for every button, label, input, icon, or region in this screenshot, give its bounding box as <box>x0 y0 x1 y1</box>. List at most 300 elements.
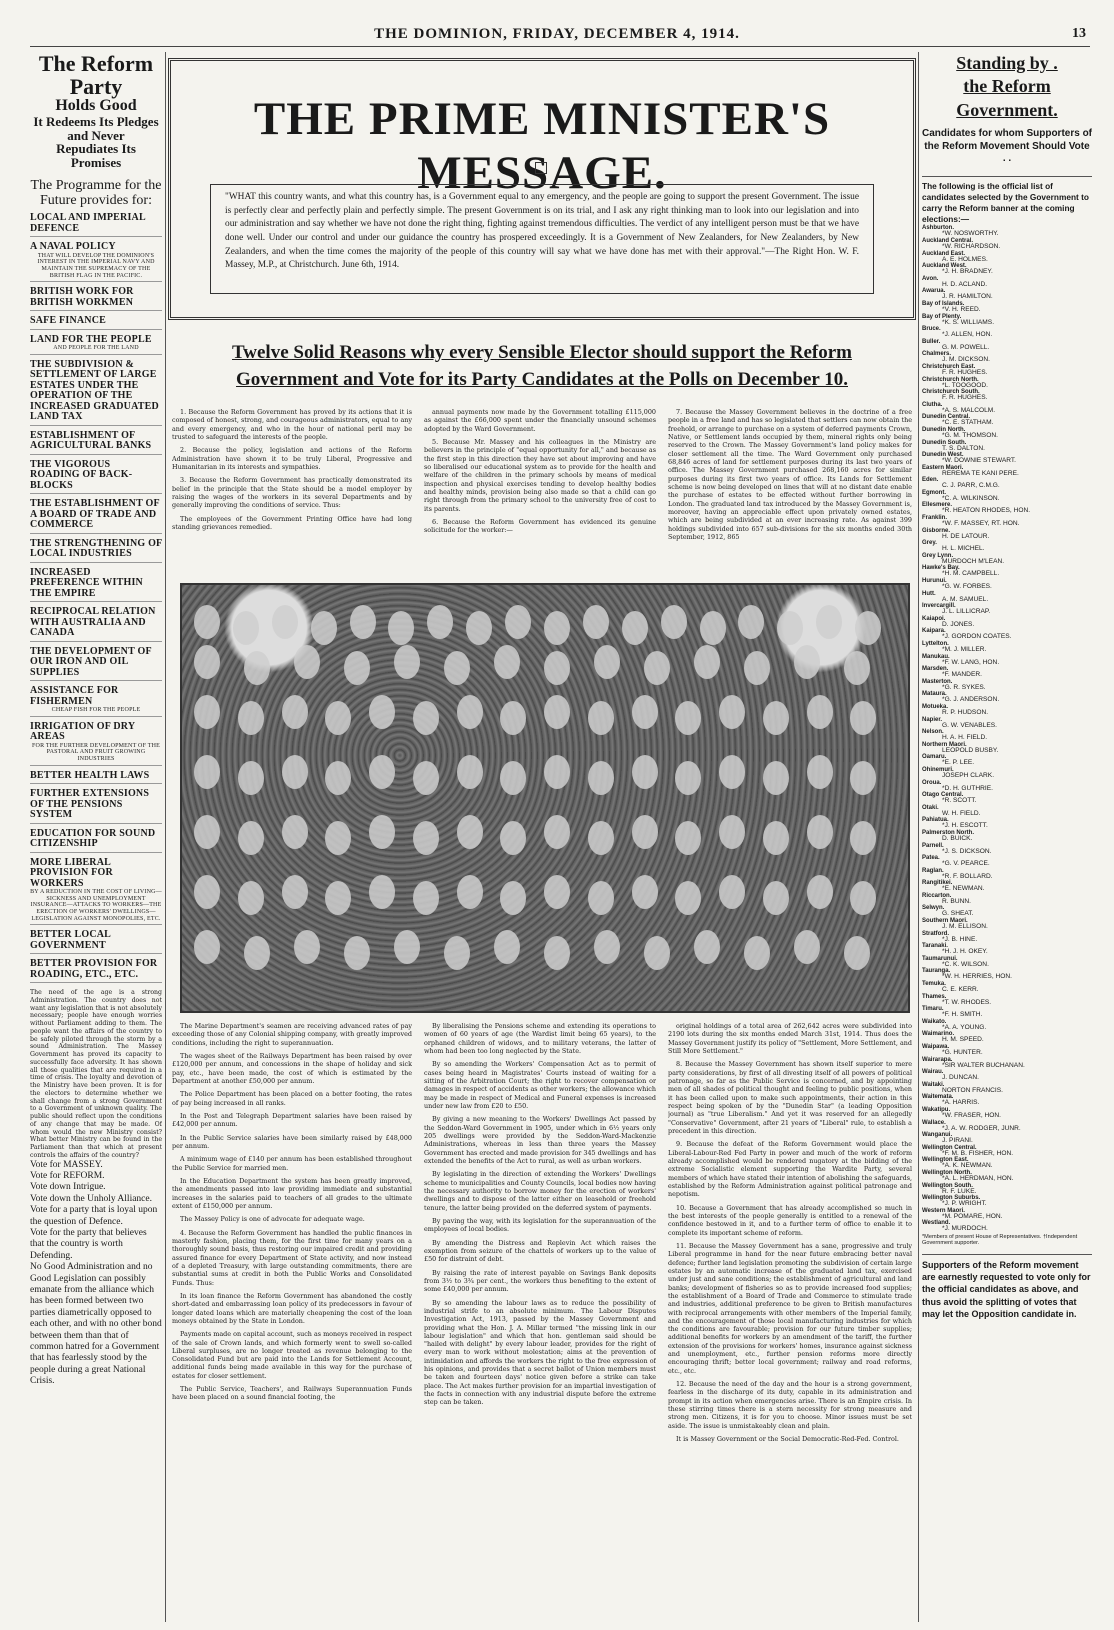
portrait-face <box>194 645 220 679</box>
portrait-face <box>763 761 789 795</box>
article-paragraph: The Massey Policy is one of advocate for adequate wage. <box>180 1215 365 1224</box>
candidate-entry <box>922 1069 1092 1082</box>
electorate-name: Southern Maori. <box>922 918 968 925</box>
upper-column-2 <box>424 408 656 578</box>
portrait-face <box>238 881 264 915</box>
electorate-name: Buller. <box>922 338 941 345</box>
candidate-entry <box>922 427 1092 440</box>
candidates-subheading: Candidates for whom Supporters of the Reform Movement Should Vote . . <box>922 128 1092 165</box>
candidate-entry <box>922 276 1092 289</box>
article-paragraph: By so amending the labour laws as to reduce the possibility of industrial strife to an absolute minimum. The Labour Disputes Investigation Act, 1913, passed by the Massey Government and providing what the Hon. J. A. Millar termed "the missing link in our labour legislation" and which that hon. gentleman said should be "hailed with delight" by every labour leader, provides for the right of every man to work without molestation; aims at the prevention of intimidation and affords the workers the right to the free expression of his opinions, and provides that a secret ballot of Union members must be taken and fourteen days' notice given before a strike can take place. The Act makes further provision for an impartial investigation of the facts in connection with any industrial dispute before the extreme step can be taken. <box>424 1298 656 1407</box>
candidate-entry <box>922 1220 1092 1233</box>
left-subline: Repudiates Its Promises <box>56 141 136 170</box>
programme-item-detail: CHEAP FISH FOR THE PEOPLE <box>51 707 141 714</box>
portrait-face <box>675 701 701 735</box>
electorate-name: Dunedin Central. <box>922 414 971 421</box>
candidate-entry <box>922 843 1092 856</box>
electorate-name: Wellington East. <box>922 1157 969 1164</box>
portrait-face <box>325 821 351 855</box>
candidate-name: *L. TOOGOOD. <box>942 381 988 389</box>
candidate-entry <box>922 364 1092 377</box>
programme-item-title: ASSISTANCE FOR FISHERMEN <box>30 685 119 707</box>
electorate-name: Wellington Suburbs. <box>922 1195 981 1202</box>
candidate-name: *E. P. LEE. <box>942 759 975 767</box>
portrait-face <box>661 605 687 639</box>
article-paragraph: 7. Because the Massey Government believes in the doctrine of a free people in a free land and has so legislated that settlers can now obtain the freehold, or arrange to purchase on a system of deferred payments Crown, Native, or Settlement lands occupied by them, mineral rights only being reserved to the Crown. The Massey Government's land policy makes for closer settlement all the time. The Ward Government only purchased 68,846 acres of land for settlement purposes during its last two years of office. The Massey Government purchased 268,160 acres for similar purposes during its first two years of office. Its Lands for Settlement scheme is now being developed on lines that will at no distant date enable the purchase of estates to be effected without further borrowing in London. The graduated land tax introduced by the Massey Government is, moreover, having an appreciable effect upon privately owned estates, which are being subdivided at an ever increasing rate. As against 399 holdings subdivided into 657 sub-divisions for the six months ended 30th September, 1912, 865 <box>668 408 912 541</box>
candidate-name: G. W. VENABLES. <box>942 721 997 729</box>
programme-item-title: BRITISH WORK FOR BRITISH WORKMEN <box>30 286 134 308</box>
portrait-face <box>850 701 876 735</box>
article-paragraph: 10. Because a Government that has already accomplished so much in the best interests of the people generally is entitled to a renewal of the confidence bestowed in it, and to a further term of office to enable it to complete its important scheme of reform. <box>668 1203 912 1237</box>
electorate-name: Hurunui. <box>922 578 947 585</box>
portrait-face <box>588 701 614 735</box>
portrait-face <box>505 605 531 639</box>
candidate-name: *F. W. LANG, HON. <box>942 658 1000 666</box>
portrait-face <box>500 761 526 795</box>
vote-line: Vote for a party that is loyal upon the question of Defence. <box>30 1205 158 1227</box>
portrait-face <box>719 695 745 729</box>
portrait-face <box>763 881 789 915</box>
electorate-name: Auckland Central. <box>922 238 974 245</box>
electorate-name: Wairarapa. <box>922 1056 953 1063</box>
candidate-name: H. L. MICHEL. <box>942 545 985 553</box>
portrait-face <box>744 651 770 685</box>
programme-item-title: EDUCATION FOR SOUND CITIZENSHIP <box>30 827 156 850</box>
candidate-entry <box>922 679 1092 692</box>
programme-item-title: INCREASED PREFERENCE WITHIN THE EMPIRE <box>30 566 143 599</box>
article-paragraph: The Police Department has been placed on a better footing, the rates of pay being increased in all ranks. <box>172 1090 412 1107</box>
portrait-face <box>719 875 745 909</box>
page-title: THE PRIME MINISTER'S MESSAGE. <box>253 93 831 199</box>
portrait-face <box>457 755 483 789</box>
electorate-name: Gisborne. <box>922 527 951 534</box>
portrait-face <box>622 611 648 645</box>
right-headline-line: Standing by . <box>956 53 1058 73</box>
candidate-name: F. R. HUGHES. <box>942 368 988 376</box>
programme-item <box>30 829 162 853</box>
candidate-entry <box>922 1044 1092 1057</box>
electorate-name: Oamaru. <box>922 754 947 761</box>
electorate-name: Parnell. <box>922 842 944 849</box>
article-paragraph: A minimum wage of £140 per annum has been established throughout the Public Service for married men. <box>172 1155 412 1172</box>
candidate-name: *C. E. STATHAM. <box>942 419 994 427</box>
electorate-name: Waitaki. <box>922 1081 945 1088</box>
portrait-face <box>369 755 395 789</box>
candidate-entry <box>922 616 1092 629</box>
portrait-face <box>807 875 833 909</box>
electorate-name: Stratford. <box>922 930 949 937</box>
electorate-name: Eastern Maori. <box>922 464 964 471</box>
programme-item-title: A NAVAL POLICY <box>30 241 116 253</box>
candidate-name: *R. F. BOLLARD. <box>942 872 993 880</box>
candidate-entry <box>922 918 1092 931</box>
column-rule <box>165 52 166 1622</box>
portrait-face <box>855 611 881 645</box>
programme-item <box>30 499 162 534</box>
portrait-face <box>413 761 439 795</box>
candidate-name: J. M. ELLISON. <box>942 923 988 931</box>
candidate-entry <box>922 1170 1092 1183</box>
candidate-name: *D. H. GUTHRIE. <box>942 784 993 792</box>
programme-item-title: RECIPROCAL RELATION WITH AUSTRALIA AND CANADA <box>30 606 156 639</box>
vote-line: Vote down Intrigue. <box>30 1182 106 1193</box>
group-portrait-photo <box>180 583 910 1013</box>
portrait-face <box>194 875 220 909</box>
candidate-name: *W. DOWNIE STEWART. <box>942 457 1016 465</box>
electorate-name: Rangitikei. <box>922 880 953 887</box>
candidate-name: *W. FRASER, HON. <box>942 1111 1001 1119</box>
electorate-name: Waipawa. <box>922 1044 950 1051</box>
portrait-face <box>233 611 259 645</box>
page-number: 13 <box>1072 26 1086 41</box>
candidate-entry <box>922 326 1092 339</box>
candidate-entry <box>922 1132 1092 1145</box>
candidate-entry <box>922 351 1092 364</box>
candidate-name: *E. NEWMAN. <box>942 885 985 893</box>
programme-item <box>30 431 162 455</box>
electorate-name: Christchurch East. <box>922 363 976 370</box>
article-paragraph: 5. Because Mr. Massey and his colleagues in the Ministry are believers in the principle of "equal opportunity for all," and because as the first step in this direction they have set about improving and have so liberalised our educational system as to provide for the health and welfare of the children in the primary schools by means of medical inspection and physical exercises tending to develop healthy bodies and healthy minds, provision being also made so that a child can go right through from the primary school to the university free of cost to its parents. <box>424 437 656 513</box>
vote-line: Vote down the Unholy Alliance. <box>30 1193 152 1204</box>
candidate-entry <box>922 1031 1092 1044</box>
portrait-face <box>294 930 320 964</box>
candidate-entry <box>922 452 1092 465</box>
portrait-face <box>466 611 492 645</box>
portrait-face <box>719 815 745 849</box>
candidate-name: *F. H. SMITH. <box>942 1011 983 1019</box>
programme-item <box>30 722 162 766</box>
programme-item <box>30 568 162 603</box>
article-paragraph: original holdings of a total area of 262,642 acres were subdivided into 2190 lots during the six months ended March 31st, 1914. Thus does the Massey Government justify its policy of "Settlement, More Settlement, and Still More Settlement." <box>668 1022 912 1055</box>
electorate-name: Nelson. <box>922 729 944 736</box>
candidate-name: *J. GORDON COATES. <box>942 633 1012 641</box>
candidate-name: *A. HARRIS. <box>942 1099 980 1107</box>
portrait-face <box>238 761 264 795</box>
electorate-name: Clutha. <box>922 401 943 408</box>
electorate-name: Eden. <box>922 477 939 484</box>
electorate-name: Temuka. <box>922 981 946 988</box>
portrait-face <box>544 611 570 645</box>
candidate-entry <box>922 943 1092 956</box>
programme-item <box>30 213 162 237</box>
programme-item-title: THE VIGOROUS ROADING OF BACK-BLOCKS <box>30 458 133 491</box>
electorate-name: Lyttelton. <box>922 641 949 648</box>
portrait-face <box>282 755 308 789</box>
electorate-name: Kaipara. <box>922 628 946 635</box>
article-paragraph: Payments made on capital account, such as moneys received in respect of the sale of Crown lands, and which formerly went to swell so-called Liberal surpluses, are no longer treated as revenue belonging to the Consolidated Fund but are paid into the Lands for Settlement Account, additional funds being made available in this way for the purchase of estates for closer settlement. <box>172 1330 412 1380</box>
portrait-face <box>850 881 876 915</box>
candidate-name: *M. POMARE, HON. <box>942 1212 1003 1220</box>
candidate-name: H. A. H. FIELD. <box>942 734 988 742</box>
candidate-name: *W. RICHARDSON. <box>942 243 1001 251</box>
candidate-entry <box>922 654 1092 667</box>
candidate-entry <box>922 377 1092 390</box>
portrait-face <box>632 755 658 789</box>
article-paragraph: 1. Because the Reform Government has proved by its actions that it is composed of honest, strong, and courageous administrators, equal to any and every emergency, and who in the hour of national peril may be trusted to safeguard the interests of the people. <box>172 408 412 441</box>
article-paragraph: 12. Because the need of the day and the hour is a strong government, fearless in the discharge of its duty, capable in its administration and prompt in its action when emergencies arise. There is an Empire crisis. In these stirring times there is a stern necessity for strong measure and strong men. Citizens, it is for you to choose. Minor issues must be set aside. The issue is unmistakeably clean and plain. <box>668 1380 912 1430</box>
portrait-face <box>294 645 320 679</box>
programme-item <box>30 335 162 355</box>
portrait-face <box>194 815 220 849</box>
electorate-name: Dunedin North. <box>922 426 966 433</box>
portrait-face <box>777 611 803 645</box>
portrait-face <box>369 815 395 849</box>
masthead-rule <box>30 46 1090 47</box>
candidate-entry <box>922 288 1092 301</box>
electorate-name: Bruce. <box>922 326 941 333</box>
candidate-name: J. R. HAMILTON. <box>942 293 993 301</box>
article-paragraph: In its loan finance the Reform Government has abandoned the costly short-dated and embarrassing loan policy of its predecessors in favour of longer dated loans which are materially cheapening the cost of the loan moneys obtained by the State in London. <box>172 1291 412 1325</box>
candidate-entry <box>922 792 1092 805</box>
lower-column-2 <box>424 1022 656 1620</box>
candidate-entry <box>922 465 1092 478</box>
electorate-name: Ashburton. <box>922 225 954 232</box>
portrait-face <box>344 651 370 685</box>
candidate-entry <box>922 578 1092 591</box>
left-column <box>30 52 162 1622</box>
portrait-face <box>694 930 720 964</box>
electorate-name: Wellington Central. <box>922 1144 977 1151</box>
candidate-name: *K. S. WILLIAMS. <box>942 318 995 326</box>
programme-item <box>30 858 162 925</box>
candidate-name: *G. R. SYKES. <box>942 683 986 691</box>
portrait-face <box>588 761 614 795</box>
portrait-face <box>632 695 658 729</box>
article-paragraph: In the Post and Telegraph Department salaries have been raised by £42,000 per annum. <box>172 1111 412 1129</box>
candidate-name: *G. V. PEARCE. <box>942 860 990 868</box>
portrait-face <box>544 695 570 729</box>
candidate-entry <box>922 717 1092 730</box>
column-rule <box>918 52 919 1622</box>
left-subline: It Redeems Its Pledges <box>33 113 159 129</box>
portrait-face <box>413 701 439 735</box>
portrait-face <box>588 821 614 855</box>
portrait-face <box>388 611 414 645</box>
electorate-name: Bay of Plenty. <box>922 313 962 320</box>
electorate-name: Motueka. <box>922 703 949 710</box>
portrait-face <box>807 815 833 849</box>
candidate-entry <box>922 603 1092 616</box>
portrait-face <box>457 875 483 909</box>
portrait-face <box>675 761 701 795</box>
portrait-face <box>282 815 308 849</box>
candidate-entry <box>922 565 1092 578</box>
candidate-name: *SIR WALTER BUCHANAN. <box>942 1061 1025 1069</box>
portrait-face <box>238 701 264 735</box>
electorate-name: Grey. <box>922 540 937 547</box>
portrait-face <box>850 821 876 855</box>
candidate-entry <box>922 855 1092 868</box>
candidate-entry <box>922 691 1092 704</box>
lower-column-1 <box>172 1022 412 1620</box>
candidate-name: H. DE LATOUR. <box>942 532 990 540</box>
electorate-name: Taumarunui. <box>922 955 958 962</box>
portrait-face <box>500 881 526 915</box>
candidate-entry <box>922 540 1092 553</box>
portrait-face <box>244 651 270 685</box>
prime-minister-quote: "WHAT this country wants, and what this country has, is a Government equal to any emergency, and the people are going to support the present Government. The issue is perfectly clear and perfectly plain and perfectly simple. The present Government is on its trial, and I ask any right thinking man to look into our legislation and into our administration and say whether we have not done the right thing, fighting against tremendous difficulties. The verdict of any intelligent person must be that we have done well. Under our control and under our guidance the country has prospered exceedingly. It is a Government of New Zealanders, for New Zealanders, by New Zealanders, and when the time comes the majority of the people of this country will say what we have done has met with their approval."—The Right Hon. W. F. Massey, M.P., at Christchurch. June 6th, 1914. <box>210 184 874 294</box>
electorate-name: Northern Maori. <box>922 741 967 748</box>
electorate-name: Dunedin West. <box>922 452 964 459</box>
candidate-name: R. P. HUDSON. <box>942 708 989 716</box>
programme-item-title: MORE LIBERAL PROVISION FOR WORKERS <box>30 856 113 889</box>
candidate-entry <box>922 666 1092 679</box>
candidate-name: J. L. LILLICRAP. <box>942 608 991 616</box>
candidate-name: *J. P. WRIGHT. <box>942 1200 987 1208</box>
candidate-name: *A. A. YOUNG. <box>942 1023 987 1031</box>
candidate-name: *G. HUNTER. <box>942 1049 983 1057</box>
candidate-entry <box>922 905 1092 918</box>
candidate-name: J. M. DICKSON. <box>942 356 990 364</box>
portrait-face <box>694 645 720 679</box>
portrait-face <box>494 930 520 964</box>
electorate-name: Palmerston North. <box>922 829 975 836</box>
candidate-entry <box>922 1120 1092 1133</box>
portrait-face <box>719 755 745 789</box>
upper-column-3 <box>668 408 912 578</box>
electorate-name: Napier. <box>922 716 943 723</box>
candidate-entry <box>922 301 1092 314</box>
article-paragraph: 8. Because the Massey Government has shown itself superior to mere party considerations, by first of all divesting itself of all powers of political patronage, so far as the Public Service is concerned, and by appointing men of all shades of political thought and feeling to public positions, when it has been called upon to make such appointments, their action in this respect being spoken of by the "Dunedin Star" (a leading Opposition journal) as "true Liberalism." And yet it was reserved for an allegedly "Conservative" Government, after 21 years of "Liberal" rule, to establish a precedent in this direction. <box>668 1060 912 1135</box>
lower-column-3 <box>668 1022 912 1620</box>
candidate-entry <box>922 1019 1092 1032</box>
programme-item-title: THE SUBDIVISION & SETTLEMENT OF LARGE ESTATES UNDER THE OPERATION OF THE INCREASED GRADUATED LAND TAX <box>30 358 159 423</box>
electorate-name: Christchurch South. <box>922 389 980 396</box>
portrait-face <box>583 605 609 639</box>
right-headline-line: Government. <box>956 99 1058 120</box>
article-paragraph: The Public Service, Teachers', and Railways Superannuation Funds have been placed on a sound financial footing, the <box>172 1385 412 1402</box>
programme-item <box>30 647 162 682</box>
article-paragraph: 3. Because the Reform Government has practically demonstrated its belief in the principle that the State should be a model employer by raising the wages of the workers in its several Departments and by generally improving the conditions of service. Thus: <box>172 476 412 510</box>
left-headline-line: Holds Good <box>55 97 137 115</box>
candidate-entry <box>922 880 1092 893</box>
candidate-entry <box>922 440 1092 453</box>
programme-item <box>30 607 162 642</box>
candidate-name: *R. HEATON RHODES, HON. <box>942 507 1031 515</box>
portrait-face <box>738 605 764 639</box>
portrait-face <box>807 695 833 729</box>
portrait-face <box>282 695 308 729</box>
article-paragraph: 9. Because the defeat of the Reform Government would place the Liberal-Labour-Red Fed Party in power and much of the work of reform already accomplished would be rendered nugatory at the bidding of the extreme Socialistic element supporting the Wardite Party, several members of which have stated their intention of abolishing the safeguards, established by the Reform Administration against political patronage and nepotism. <box>668 1140 912 1199</box>
programme-item <box>30 287 162 311</box>
portrait-face <box>325 881 351 915</box>
subhead-line: Government and Vote for its Party Candidates at the Polls on December 10. <box>236 368 848 390</box>
candidate-entry <box>922 754 1092 767</box>
ornament-square <box>535 162 547 174</box>
portrait-face <box>244 936 270 970</box>
candidate-entry <box>922 981 1092 994</box>
programme-item-title: LAND FOR THE PEOPLE <box>30 333 152 345</box>
article-paragraph: By paving the way, with its legislation for the superannuation of the employees of local bodies. <box>424 1216 656 1234</box>
portrait-face <box>632 875 658 909</box>
portrait-face <box>844 651 870 685</box>
programme-item-title: ESTABLISHMENT OF AGRICULTURAL BANKS <box>30 429 152 452</box>
candidate-entry <box>922 389 1092 402</box>
electorate-name: Franklin. <box>922 515 948 522</box>
programme-item-detail: FOR THE FURTHER DEVELOPMENT OF THE PASTORAL AND FRUIT GROWING INDUSTRIES <box>32 742 160 763</box>
electorate-name: Raglan. <box>922 867 944 874</box>
left-headline-line: The Reform <box>38 52 154 76</box>
electorate-name: Chalmers. <box>922 351 952 358</box>
programme-item-detail: THAT WILL DEVELOP THE DOMINION'S INTEREST IN THE IMPERIAL NAVY AND MAINTAIN THE SUPREMACY OF THE BRITISH FLAG IN THE PACIFIC. <box>37 252 155 279</box>
vote-line: Vote for the party that believes that the country is worth Defending. <box>30 1227 147 1261</box>
article-paragraph: 2. Because the policy, legislation and actions of the Reform Administration have shown it to be truly Liberal, Progressive and Humanitarian in its interests and sympathies. <box>172 446 412 471</box>
candidate-name: LEOPOLD BUSBY. <box>942 746 999 754</box>
article-paragraph: 11. Because the Massey Government has a sane, progressive and truly Liberal programme in hand for the near future embracing better naval defence; further land legislation promoting the subdivision of certain large estates by an automatic increase of the graduated land tax, exercised under just and sane conditions; the establishment of agricultural and land banks; development of fisheries so as to provide increased food supplies; the establishment of a Board of Trade and Commerce to stimulate trade and industries, additional preference to be given to British manufactures with reciprocal arrangements with other members of the Imperial family, and the encouragement of those local manufacturing industries for which the conditions are favourable; provision for our future timber supplies; additional benefits for workers by an amendment of the tariff, the further extension of the provisions for workers' homes, insurance against sickness and unemployment, etc., further pension reforms more directly encouraging thrift; better local government; railway and road reforms, etc., etc. <box>668 1241 912 1375</box>
article-paragraph: 4. Because the Reform Government has handled the public finances in masterly fashion, placing them, for the first time for many years on a thoroughly sound basis, thus restoring our impaired credit and providing assured finance for every Department of State activity, and now instead of a depleted Treasury, with large outstanding commitments, there are substantial sums at credit in both the Public Works and Consolidated Funds. Thus: <box>172 1228 412 1287</box>
electorate-name: Wairau. <box>922 1069 944 1076</box>
masthead: THE DOMINION, FRIDAY, DECEMBER 4, 1914. <box>374 26 740 42</box>
electorate-name: Mataura. <box>922 691 947 698</box>
programme-item <box>30 686 162 717</box>
left-body-text: The need of the age is a strong Administration. The country does not want any legislation that is not absolutely necessary; people have enough worries without Parliament adding to them. The people want the affairs of the country to be safely piloted through the storm by a sound Administration. The Massey Government has proved its capacity to successfully face adversity. It has shown all those qualities that are required in a time of crisis. The loyalty and devotion of the Ministry have been proven. It is for the electors to determine whether we shall change from a strong Government to a Government of unknown quality. The public should reflect upon the conditions of any change that may be made. Of whom would the new Ministry consist? What better Ministry can be found in the Parliament than that which at present controls the affairs of the country? <box>30 989 162 1159</box>
portrait-face <box>700 611 726 645</box>
electorate-name: Waitemata. <box>922 1094 954 1101</box>
portrait-face <box>194 755 220 789</box>
portrait-face <box>588 881 614 915</box>
left-subline: and Never <box>67 127 125 143</box>
candidate-name: *A. L. HERDMAN, HON. <box>942 1174 1014 1182</box>
candidate-entry <box>922 414 1092 427</box>
candidate-entry <box>922 968 1092 981</box>
article-paragraph: The Marine Department's seamen are receiving advanced rates of pay exceeding those of any Colonial shipping company, with greatly improved conditions, including the right to superannuation. <box>172 1022 412 1047</box>
candidate-name: J. DUNCAN. <box>942 1074 979 1082</box>
candidate-name: G. SHEAT. <box>942 910 974 918</box>
portrait-face <box>194 930 220 964</box>
electorate-name: Ellesmere. <box>922 502 953 509</box>
candidate-name: C. E. KERR. <box>942 986 979 994</box>
candidate-name: *C. A. WILKINSON. <box>942 494 1000 502</box>
candidate-entry <box>922 238 1092 251</box>
portrait-face <box>325 761 351 795</box>
candidate-entry <box>922 515 1092 528</box>
electorate-name: Timaru. <box>922 1006 944 1013</box>
electorate-name: Dunedin South. <box>922 439 967 446</box>
candidate-entry <box>922 314 1092 327</box>
portrait-face <box>413 821 439 855</box>
candidate-name: T. S. DALTON. <box>942 444 985 452</box>
electorate-name: Patea. <box>922 855 940 862</box>
candidate-entry <box>922 225 1092 238</box>
electorate-name: Egmont. <box>922 489 946 496</box>
electorate-name: Thames. <box>922 993 947 1000</box>
programme-item <box>30 316 162 330</box>
candidate-entry <box>922 1057 1092 1070</box>
candidate-name: *G. W. FORBES. <box>942 583 992 591</box>
article-paragraph: By giving a new meaning to the Workers' Dwellings Act passed by the Seddon-Ward Government in 1905, under which in 6½ years only 205 dwellings were provided by the Seddon-Ward-Mackenzie Administrations, whereas in less than three years the Massey Government has erected and made provision for 345 dwellings and has extended the benefits of the Act to rural, as well as urban workers. <box>424 1115 656 1165</box>
programme-item-title: THE STRENGTHENING OF LOCAL INDUSTRIES <box>30 537 162 560</box>
programme-heading: The Programme for the Future provides for: <box>30 177 162 208</box>
vote-line: No Good Administration and no Good Legislation can possibly emanate from the alliance which has been formed between two parties diametrically opposed to each other, and with no other bond between them than that of common hatred for a Government that has fearlessly stood by the people during a great National Crisis. <box>30 1262 162 1387</box>
electorate-name: Wanganui. <box>922 1132 953 1139</box>
portrait-face <box>194 695 220 729</box>
electorate-name: Waimarino. <box>922 1031 955 1038</box>
portrait-face <box>494 645 520 679</box>
electorate-name: Grey Lynn. <box>922 552 954 559</box>
candidate-entry <box>922 641 1092 654</box>
candidate-name: *W. H. HERRIES, HON. <box>942 973 1012 981</box>
candidate-name: *J. A. W. RODGER, JUNR. <box>942 1124 1021 1132</box>
vote-list <box>30 1160 162 1388</box>
right-column <box>922 52 1092 1622</box>
candidate-entry <box>922 591 1092 604</box>
electorate-name: Auckland West. <box>922 263 967 270</box>
article-paragraph: By so amending the Workers' Compensation Act as to permit of cases being heard in Magistrates' Courts instead of waiting for a sitting of the Arbitration Court; the right to recover compensation or damages in respect of accidents as other workers; the allowance which may be made in respect of Medical and Funeral expenses is increased under new law from £20 to £50. <box>424 1060 656 1110</box>
portrait-face <box>272 605 298 639</box>
right-headline-line: the Reform <box>963 76 1051 97</box>
portrait-face <box>238 821 264 855</box>
portrait-face <box>594 645 620 679</box>
